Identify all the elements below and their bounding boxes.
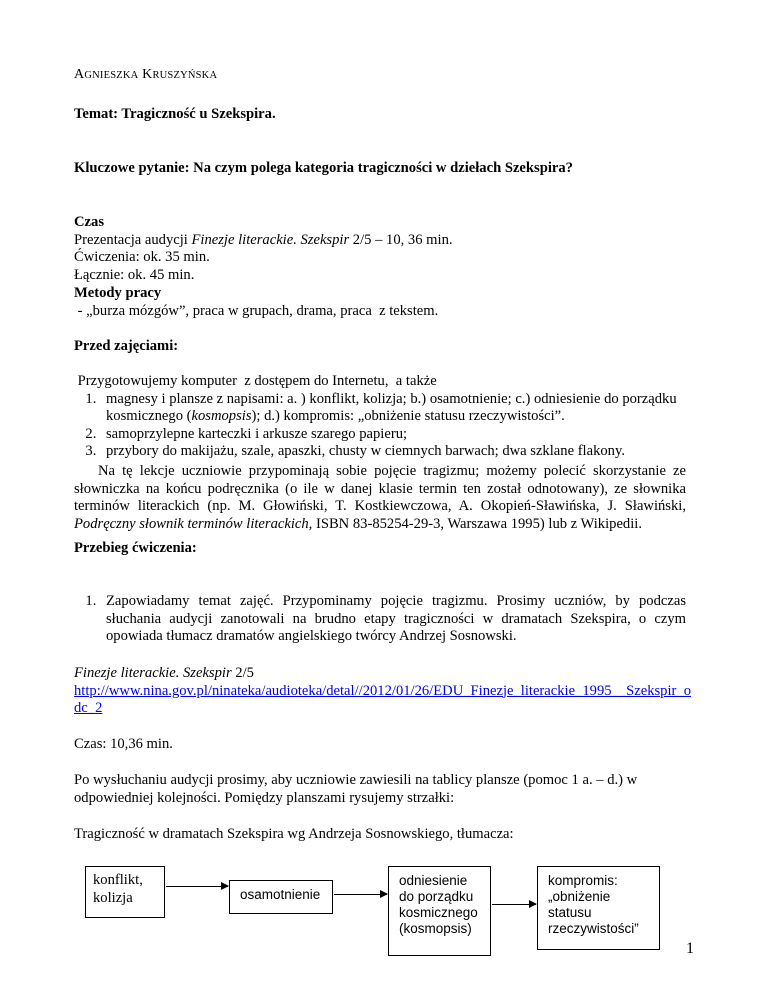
before-heading (74, 338, 686, 356)
before-paragraph-prefix: Na tę lekcje uczniowie przypominają sobie pojęcie tragizmu; możemy polecić skorzystanie ze słowniczka na końcu podręcznika (o ile w danej klasie termin ten został odnotowany), ze słownika terminów literackich (np. M. Głowiński, T. Kostkiewczowa, A. Okopień-Sławińska, J. Sławiński, (74, 463, 686, 514)
methods-heading: Metody pracy (74, 285, 162, 301)
duration-text: Czas: 10,36 min. (74, 736, 173, 752)
before-paragraph (74, 463, 686, 533)
before-list (74, 391, 686, 461)
before-list-section (74, 373, 686, 461)
author-last-rest: RUSZYŃSKA (152, 70, 218, 81)
diagram-box-cosmic-order: odniesienie do porządku kosmicznego (kosmopsis) (388, 866, 491, 956)
methods-section (74, 285, 686, 320)
before-paragraph-suffix: ISBN 83-85254-29-3, Warszawa 1995) lub z Wikipedii. (312, 515, 642, 532)
list-item (100, 391, 686, 426)
list-item: 3. przybory do makijażu, szale, apaszki, chusty w ciemnych barwach; dwa szklane flakony. (100, 443, 686, 461)
time-line-1-prefix: Prezentacja audycji (74, 231, 192, 248)
time-line-1-suffix: 2/5 – 10, 36 min. (349, 231, 453, 248)
item1-prefix: magnesy i plansze z napisami: a. ) konflikt, kolizja; b.) osamotnienie; c.) odniesienie do porządku kosmicznego ( (106, 390, 677, 424)
audio-title (74, 665, 694, 683)
before-paragraph-italic: Podręczny słownik terminów literackich, (74, 515, 313, 532)
arrow-right-icon (334, 894, 387, 895)
arrow-right-icon (166, 886, 228, 887)
diagram-box-isolation: osamotnienie (229, 880, 333, 914)
audio-title-italic: Finezje literackie. Szekspir (74, 665, 232, 681)
item1-suffix: ); d.) kompromis: „obniżenie statusu rzeczywistości”. (251, 408, 565, 424)
diagram-caption: Tragiczność w dramatach Szekspira wg Andrzeja Sosnowskiego, tłumacza: (74, 826, 514, 842)
before-intro: Przygotowujemy komputer z dostępem do Internetu, a także (74, 373, 437, 389)
item1-italic: kosmopsis (191, 408, 252, 424)
topic-heading (74, 106, 686, 124)
time-section (74, 214, 686, 284)
after-listening-text: Po wysłuchaniu audycji prosimy, aby uczniowie zawiesili na tablicy plansze (pomoc 1 a. – d.) w odpowiedniej kolejności. Pomiędzy planszami rysujemy strzałki: (74, 772, 638, 806)
arrow-right-icon (492, 904, 536, 905)
time-line-1 (74, 232, 686, 250)
author-last-initial: K (142, 67, 153, 82)
author-first-initial: A (74, 67, 85, 82)
course-heading-text: Przebieg ćwiczenia: (74, 540, 197, 556)
list-item: 2. samoprzylepne karteczki i arkusze szarego papieru; (100, 426, 686, 444)
before-heading-text: Przed zajęciami: (74, 338, 179, 354)
audio-title-suffix: 2/5 (231, 665, 254, 681)
list-item: 1. Zapowiadamy temat zajęć. Przypominamy pojęcie tragizmu. Prosimy uczniów, by podczas słuchania audycji zanotowali na brudno etapy tragiczności w dramatach Szekspira, o czym opowiada tłumacz dramatów angielskiego twórcy Andrzej Sosnowski. (100, 593, 686, 646)
audio-link[interactable]: http://www.nina.gov.pl/ninateka/audioteka/detal//2012/01/26/EDU_Finezje_literackie_1995__Szekspir_odc_2 (74, 682, 691, 716)
time-heading: Czas (74, 214, 104, 230)
methods-text: - „burza mózgów”, praca w grupach, drama, praca z tekstem. (74, 302, 439, 319)
page-number: 1 (686, 940, 694, 957)
topic-text: Temat: Tragiczność u Szekspira. (74, 106, 276, 122)
key-question (74, 160, 714, 178)
author-name (74, 66, 217, 85)
course-heading (74, 540, 686, 558)
course-list (74, 593, 686, 646)
course-steps (74, 593, 686, 646)
author-first-rest: GNIESZKA (84, 70, 139, 81)
diagram-box-conflict: konflikt, kolizja (85, 866, 165, 918)
audio-reference (74, 665, 694, 718)
time-line-3: Łącznie: ok. 45 min. (74, 266, 195, 283)
audio-title-italic: Finezje literackie. Szekspir (191, 231, 350, 248)
time-line-2: Ćwiczenia: ok. 35 min. (74, 249, 210, 265)
diagram-box-compromise: kompromis: „obniżenie statusu rzeczywistości” (537, 866, 660, 950)
key-question-text: Kluczowe pytanie: Na czym polega kategoria tragiczności w dziełach Szekspira? (74, 160, 573, 176)
